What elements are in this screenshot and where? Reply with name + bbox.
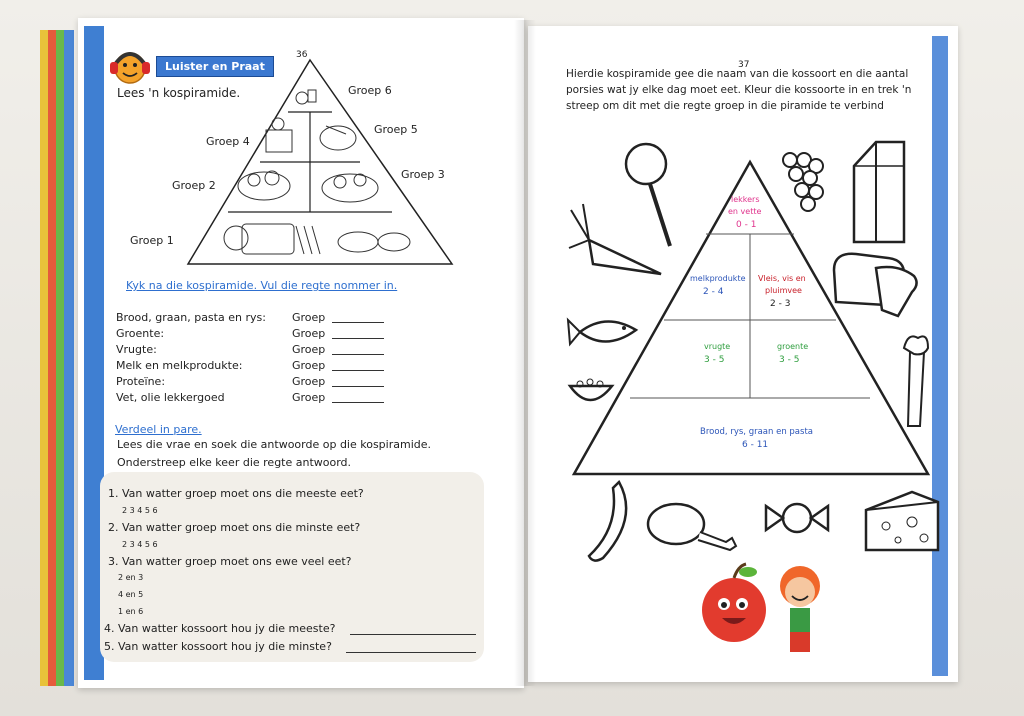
- pyramid-top-range: 0 - 1: [736, 220, 757, 230]
- answer-blank-line[interactable]: [332, 402, 384, 403]
- question-2: 2. Van watter groep moet ons die minste eet?: [108, 521, 361, 534]
- fill-row-groep: Groep: [292, 391, 326, 404]
- fish-icon: [566, 312, 646, 352]
- milk-carton-icon: [846, 138, 910, 248]
- fill-row-label: Groente:: [116, 327, 165, 340]
- pyramid-veg-label: groente: [777, 342, 809, 351]
- question-4: 4. Van watter kossoort hou jy die meeste?: [104, 622, 336, 635]
- carrot-icon: [565, 200, 665, 280]
- question-3: 3. Van watter groep moet ons ewe veel eet?: [108, 555, 352, 568]
- right-instruction-line3: streep om dit met die regte groep in die piramide te verbind: [566, 100, 884, 112]
- banana-icon: [583, 478, 643, 568]
- pyramid-base-range: 6 - 11: [742, 440, 769, 450]
- answer-blank-line[interactable]: [332, 322, 384, 323]
- fill-row-groep: Groep: [292, 327, 326, 340]
- answer-blank-line[interactable]: [332, 386, 384, 387]
- fill-row-label: Vet, olie lekkergoed: [116, 391, 225, 404]
- left-group-3-label: Groep 3: [401, 168, 445, 181]
- left-group-4-label: Groep 4: [206, 135, 250, 148]
- instruction-fill-number: Kyk na die kospiramide. Vul die regte nommer in.: [126, 279, 398, 292]
- fill-row-label: Vrugte:: [116, 343, 157, 356]
- right-instruction-line1: Hierdie kospiramide gee die naam van die kossoort en die aantal: [566, 68, 909, 80]
- pyramid-base-label: Brood, rys, graan en pasta: [700, 427, 813, 437]
- celery-icon: [898, 330, 938, 430]
- section-pairs-line2: Onderstreep elke keer die regte antwoord.: [117, 456, 352, 469]
- answer-blank-line[interactable]: [332, 370, 384, 371]
- question-3-option[interactable]: 2 en 3: [118, 573, 144, 582]
- question-5: 5. Van watter kossoort hou jy die minste?: [104, 640, 332, 653]
- fill-row-groep: Groep: [292, 343, 326, 356]
- left-group-1-label: Groep 1: [130, 234, 174, 247]
- left-food-pyramid: [180, 50, 460, 270]
- pyramid-top-label: en vette: [728, 207, 762, 216]
- question-2-options[interactable]: 2 3 4 5 6: [122, 540, 158, 549]
- question-3-option[interactable]: 1 en 6: [118, 607, 144, 616]
- fill-row-groep: Groep: [292, 359, 326, 372]
- pyramid-fruit-range: 3 - 5: [704, 355, 725, 365]
- question-1-options[interactable]: 2 3 4 5 6: [122, 506, 158, 515]
- fill-row-groep: Groep: [292, 311, 326, 324]
- candy-icon: [762, 498, 832, 538]
- right-page-number: 37: [738, 60, 750, 70]
- answer-blank-line[interactable]: [350, 634, 476, 635]
- section-pairs-line1: Lees die vrae en soek die antwoorde op die kospiramide.: [117, 438, 431, 451]
- cheese-icon: [862, 488, 942, 558]
- pyramid-meat-label: Vleis, vis en: [758, 274, 806, 283]
- right-instruction-line2: porsies wat jy elke dag moet eet. Kleur die kossoorte in en trek 'n: [566, 84, 912, 96]
- book-spine: [514, 20, 536, 686]
- pyramid-fruit-label: vrugte: [704, 342, 731, 351]
- left-subtitle: Lees 'n kospiramide.: [117, 86, 241, 100]
- fill-row-label: Melk en melkprodukte:: [116, 359, 243, 372]
- answer-blank-line[interactable]: [332, 354, 384, 355]
- fill-row-label: Brood, graan, pasta en rys:: [116, 311, 266, 324]
- bowl-of-nuts-icon: [566, 372, 616, 412]
- pyramid-meat-range: 2 - 3: [770, 299, 791, 309]
- grapes-icon: [768, 148, 838, 218]
- left-page-number: 36: [296, 50, 308, 60]
- chicken-drumstick-icon: [646, 500, 742, 560]
- pyramid-veg-range: 3 - 5: [779, 355, 800, 365]
- fill-row-groep: Groep: [292, 375, 326, 388]
- section-pairs-title: Verdeel in pare.: [115, 423, 202, 436]
- pyramid-meat-label: pluimvee: [765, 286, 802, 295]
- fill-row-label: Proteïne:: [116, 375, 166, 388]
- page-edge-blue: [64, 30, 74, 686]
- left-group-5-label: Groep 5: [374, 123, 418, 136]
- left-group-6-label: Groep 6: [348, 84, 392, 97]
- apple-and-boy-illustration: [696, 560, 836, 660]
- listen-speak-badge: Luister en Praat: [156, 56, 274, 77]
- answer-blank-line[interactable]: [332, 338, 384, 339]
- pyramid-top-label: lekkers: [731, 195, 760, 204]
- bread-loaf-icon: [828, 250, 924, 320]
- pyramid-milk-label: melkprodukte: [690, 274, 746, 283]
- question-3-option[interactable]: 4 en 5: [118, 590, 144, 599]
- answer-blank-line[interactable]: [346, 652, 476, 653]
- pyramid-milk-range: 2 - 4: [703, 287, 724, 297]
- left-group-2-label: Groep 2: [172, 179, 216, 192]
- question-1: 1. Van watter groep moet ons die meeste eet?: [108, 487, 364, 500]
